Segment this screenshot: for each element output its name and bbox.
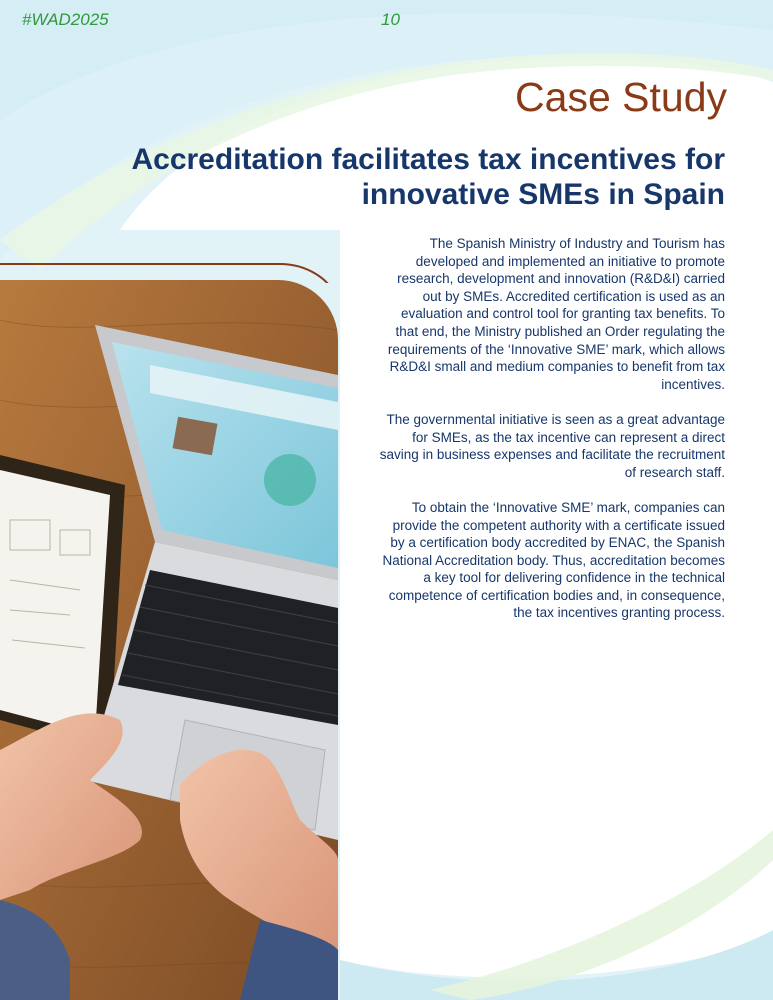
body-paragraph: To obtain the ‘Innovative SME’ mark, companies can provide the competent authority with a certificate issued by a certification body accredited by ENAC, the Spanish National Accreditation body. Thus, accreditation becomes a key tool for delivering confidence in the technical competence of certification bodies and, in consequence, the tax incentives granting process.	[382, 499, 725, 621]
laptop-photo-illustration	[0, 280, 338, 1000]
article-body	[375, 235, 725, 640]
body-paragraph: The Spanish Ministry of Industry and Tourism has developed and implemented an initiative to promote research, development and innovation (R&D&I) carried out by SMEs. Accredited certification is used as an evaluation and control tool for granting tax benefits. To that end, the Ministry published an Order regulating the requirements of the ‘Innovative SME’ mark, which allows R&D&I small and medium companies to benefit from tax incentives.	[387, 236, 725, 392]
body-paragraph: The governmental initiative is seen as a great advantage for SMEs, as the tax incentive can represent a direct saving in business expenses and facilitate the recruitment of research staff.	[379, 411, 725, 480]
hashtag: #WAD2025	[22, 10, 109, 29]
section-eyebrow: Case Study	[515, 74, 727, 120]
article-title: Accreditation facilitates tax incentives for innovative SMEs in Spain	[131, 143, 725, 211]
laptop-photo	[0, 280, 338, 1000]
page-number: 10	[381, 10, 400, 29]
